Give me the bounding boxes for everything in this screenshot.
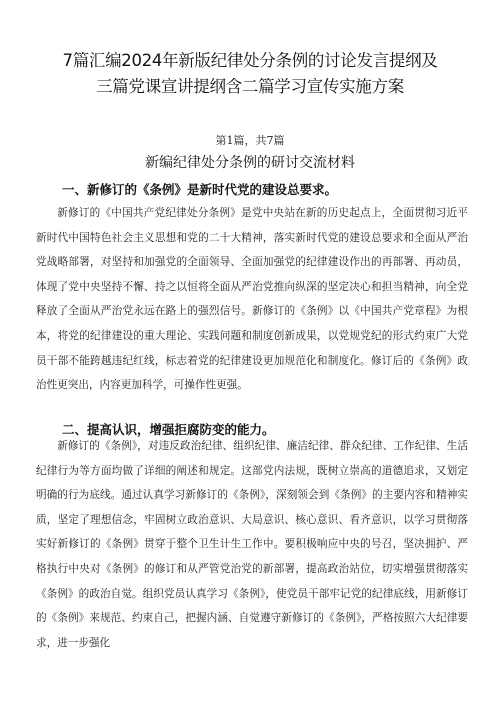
document-title-line-1: 7篇汇编2024年新版纪律处分条例的讨论发言提纲及 (62, 51, 438, 70)
section-body-2: 新修订的《条例》，对违反政治纪律、组织纪律、廉洁纪律、群众纪律、工作纪律、生活纪律行为等方面均做了详细的阐述和规定。这部党内法规，既树立崇高的道德追求，又划定明确的行为底线。通过认真学习新修订的《条例》，深刻领会到《条例》的主要内容和精神实质，坚定了理想信念，牢固树立政治意识、大局意识、核心意识、看齐意识，以学习贯彻落实好新修订的《条例》贯穿于整个卫生计生工作中。要积极响应中央的号召，坚决拥护、严格执行中央对《条例》的修订和从严管党治党的新部署，提高政治站位，切实增强贯彻落实《条例》的政治自觉。组织党员认真学习《条例》，使党员干部牢记党的纪律底线，用新修订的《条例》来规范、约束自己，把握内涵、自觉遵守新修订的《条例》，严格按照六大纪律要求，进一步强化 (36, 440, 468, 649)
section-heading-2: 二、提高认识，增强拒腐防变的能力。 (62, 422, 275, 437)
document-title-line-2: 三篇党课宣讲提纲含二篇学习宣传实施方案 (96, 77, 404, 96)
article-title: 新编纪律处分条例的研讨交流材料 (145, 155, 355, 171)
section-body-1: 新修订的《中国共产党纪律处分条例》是党中央站在新的历史起点上，全面贯彻习近平新时代中国特色社会主义思想和党的二十大精神，落实新时代党的建设总要求和全面从严治党战略部署，对坚持和加强党的全面领导、全面加强党的纪律建设作出的再部署、再动员，体现了党中央坚持不懈、持之以恒将全面从严治党推向纵深的坚定决心和担当精神，向全党释放了全面从严治党永远在路上的强烈信号。新修订的《条例》以《中国共产党章程》为根本，将党的纪律建设的重大理论、实践问题和制度创新成果，以党规党纪的形式约束广大党员干部不能跨越违纪红线，标志着党的纪律建设更加规范化和制度化。修订后的《条例》政治性更突出，内容更加科学，可操作性更强。 (36, 207, 468, 392)
section-heading-1: 一、新修订的《条例》是新时代党的建设总要求。 (62, 182, 338, 197)
article-counter: 第1篇，共7篇 (215, 134, 285, 147)
document-title (0, 48, 500, 100)
